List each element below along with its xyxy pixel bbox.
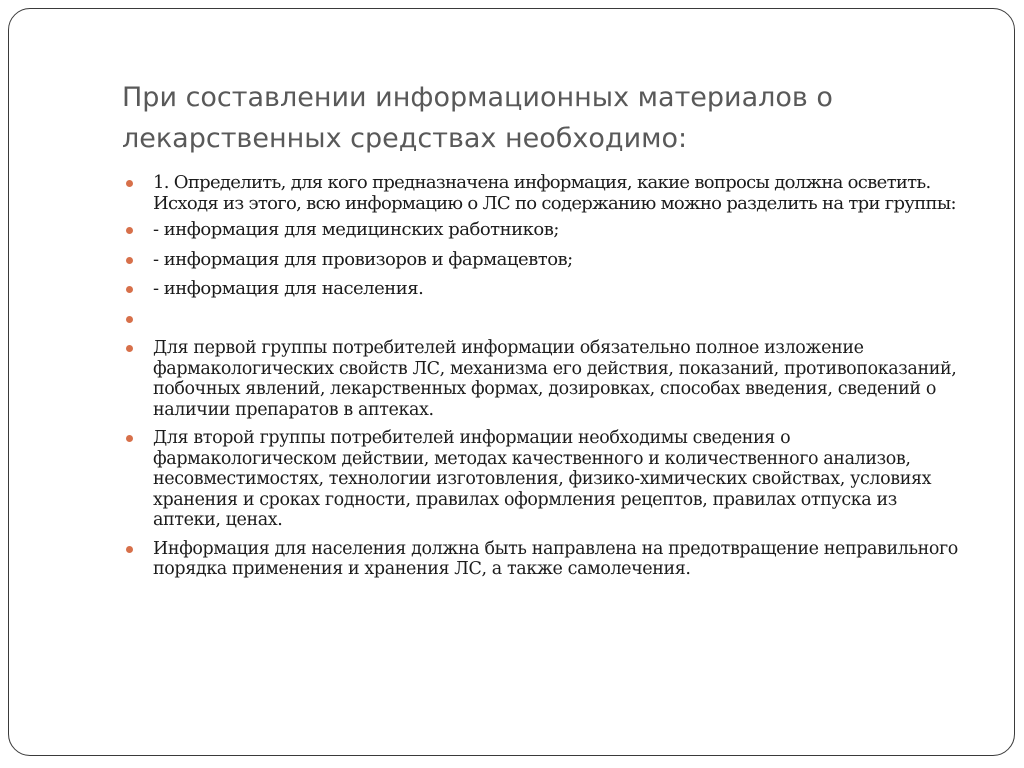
bullet-text: Для первой группы потребителей информации обязательно полное изложение фармакологических свойств ЛС, механизма его действия, показаний, противопоказаний, побочных явлений, лекарственных формах, дозировках, способах введения, сведений о наличии препаратов в аптеках. [153,338,957,420]
bullet-item [122,428,962,531]
bullet-text: Для второй группы потребителей информации необходимы сведения о фармакологическом действии, методах качественного и количественного анализов, несовместимостях, технологии изготовления, физико-химических свойствах, условиях хранения и сроках годности, правилах оформления рецептов, правилах отпуска из аптеки, ценах. [153,428,932,530]
bullet-dot-icon [126,180,133,187]
bullet-item [122,539,962,580]
bullet-item-empty [122,309,962,330]
slide-title: При составлении информационных материалов о лекарственных средствах необходимо: [122,82,833,154]
bullet-dot-icon [126,227,133,234]
bullet-list [122,173,962,588]
bullet-dot-icon [126,435,133,442]
bullet-text: 1. Определить, для кого предназначена информация, какие вопросы должна осветить. Исходя из этого, всю информацию о ЛС по содержанию можно разделить на три группы: [153,172,956,214]
bullet-text: - информация для населения. [153,278,424,299]
bullet-dot-icon [126,316,133,323]
slide-frame [8,8,1015,756]
bullet-item [122,338,962,420]
bullet-item [122,220,962,241]
bullet-dot-icon [126,257,133,264]
bullet-text: Информация для населения должна быть направлена на предотвращение неправильного порядка применения и хранения ЛС, а также самолечения. [153,538,958,579]
bullet-item [122,279,962,300]
bullet-item [122,250,962,271]
bullet-dot-icon [126,286,133,293]
bullet-text: - информация для медицинских работников; [153,219,559,240]
bullet-dot-icon [126,546,133,553]
bullet-item [122,173,962,214]
bullet-dot-icon [126,345,133,352]
bullet-text: - информация для провизоров и фармацевтов; [153,248,573,270]
